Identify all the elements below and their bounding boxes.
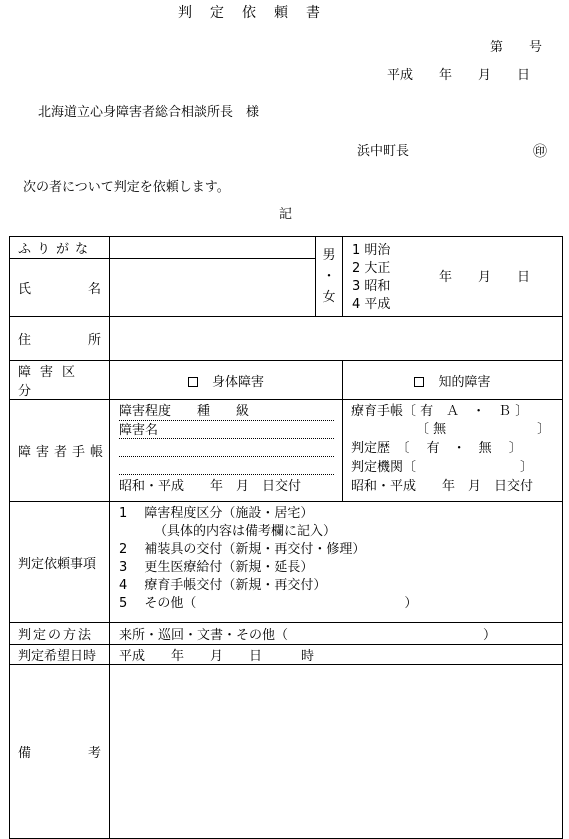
method-label: 判定の方法 — [18, 628, 94, 643]
request-item-1: 1 障害程度区分（施設・居宅） — [119, 506, 314, 521]
remarks-label-2: 考 — [87, 746, 101, 761]
request-item-5: 5 その他（ ） — [119, 596, 418, 611]
method-label-cell — [10, 623, 110, 645]
era-meiji: 1 明治 — [352, 242, 391, 258]
disability-level: 障害程度 種 級 — [119, 404, 250, 419]
intellectual-checkbox[interactable] — [414, 377, 424, 387]
ki-mark: 記 — [279, 207, 293, 222]
requester: 浜中町長 — [357, 144, 410, 159]
gender-cell[interactable] — [316, 237, 343, 317]
judgment-history: 判定歴 〔 有 ・ 無 〕 — [351, 441, 522, 456]
remarks-label-1: 備 — [18, 746, 32, 761]
physical-checkbox[interactable] — [188, 377, 198, 387]
address-field[interactable] — [110, 317, 563, 361]
dotted-line-4 — [119, 474, 334, 475]
remarks-label-cell — [10, 665, 110, 839]
request-item-1-note: （具体的内容は備考欄に記入） — [154, 524, 337, 539]
birth-date-cell[interactable] — [343, 237, 563, 317]
date-line: 平成 年 月 日 — [387, 68, 531, 83]
request-item-2: 2 補装具の交付（新規・再交付・修理） — [119, 542, 366, 557]
gender-female: 女 — [322, 290, 336, 305]
handbook-label: 障害者手帳 — [18, 445, 109, 460]
preferred-date-label: 判定希望日時 — [18, 649, 97, 664]
handbook-issue-date: 昭和・平成 年 月 日交付 — [119, 479, 302, 494]
intellectual-label: 知的障害 — [438, 374, 491, 390]
judgment-agency: 判定機関〔 〕 — [351, 460, 534, 475]
intro-text: 次の者について判定を依頼します。 — [23, 180, 230, 195]
era-showa: 3 昭和 — [352, 278, 391, 294]
dotted-line-2 — [119, 438, 334, 439]
method-field[interactable] — [110, 623, 563, 645]
method-text: 来所・巡回・文書・その他（ ） — [119, 628, 497, 643]
addressee: 北海道立心身障害者総合相談所長 様 — [38, 105, 260, 120]
physical-option[interactable] — [110, 361, 343, 400]
disability-category-label-cell — [10, 361, 110, 400]
dotted-line-1 — [119, 420, 334, 421]
preferred-date-field[interactable] — [110, 645, 563, 665]
handbook-right-cell[interactable] — [343, 400, 563, 502]
name-label-1: 氏 — [18, 282, 32, 297]
request-item-3: 3 更生医療給付（新規・延長） — [119, 560, 314, 575]
remarks-field[interactable] — [110, 665, 563, 839]
ryoiku-issue-date: 昭和・平成 年 月 日交付 — [351, 479, 534, 494]
preferred-date-text: 平成 年 月 日 時 — [119, 649, 315, 664]
disability-name-label: 障害名 — [119, 423, 159, 438]
request-items-label: 判定依頼事項 — [18, 556, 97, 572]
furigana-label-cell — [10, 237, 110, 259]
handbook-label-cell — [10, 400, 110, 502]
ryoiku-none: 〔 無 〕 — [416, 422, 551, 437]
intellectual-option[interactable] — [343, 361, 563, 400]
disability-category-label: 障害区分 — [18, 365, 85, 399]
gender-dot: ・ — [322, 269, 336, 284]
furigana-label-text: ふりがな — [18, 242, 95, 257]
ryoiku-handbook: 療育手帳〔 有 Ａ ・ Ｂ 〕 — [351, 404, 529, 419]
request-items-cell[interactable] — [110, 502, 563, 623]
address-label-cell — [10, 317, 110, 361]
era-taisho: 2 大正 — [352, 260, 391, 276]
name-field[interactable] — [110, 259, 316, 317]
gender-male: 男 — [322, 248, 336, 263]
furigana-label — [10, 238, 109, 257]
request-form-table — [9, 236, 563, 839]
document-title: 判 定 依 頼 書 — [178, 5, 322, 21]
dotted-line-3 — [119, 456, 334, 457]
name-label-2: 名 — [87, 282, 101, 297]
request-item-4: 4 療育手帳交付（新規・再交付） — [119, 578, 327, 593]
request-items-label-cell — [10, 502, 110, 623]
address-label-2: 所 — [87, 333, 101, 348]
number-line: 第 号 — [490, 40, 543, 55]
preferred-date-label-cell — [10, 645, 110, 665]
seal-mark: ㊞ — [533, 144, 547, 160]
physical-label: 身体障害 — [211, 374, 264, 390]
address-label-1: 住 — [18, 333, 32, 348]
name-label-cell — [10, 259, 110, 317]
furigana-field[interactable] — [110, 237, 316, 259]
era-heisei: 4 平成 — [352, 296, 391, 312]
birth-date-text: 年 月 日 — [439, 269, 531, 285]
handbook-left-cell[interactable] — [110, 400, 343, 502]
